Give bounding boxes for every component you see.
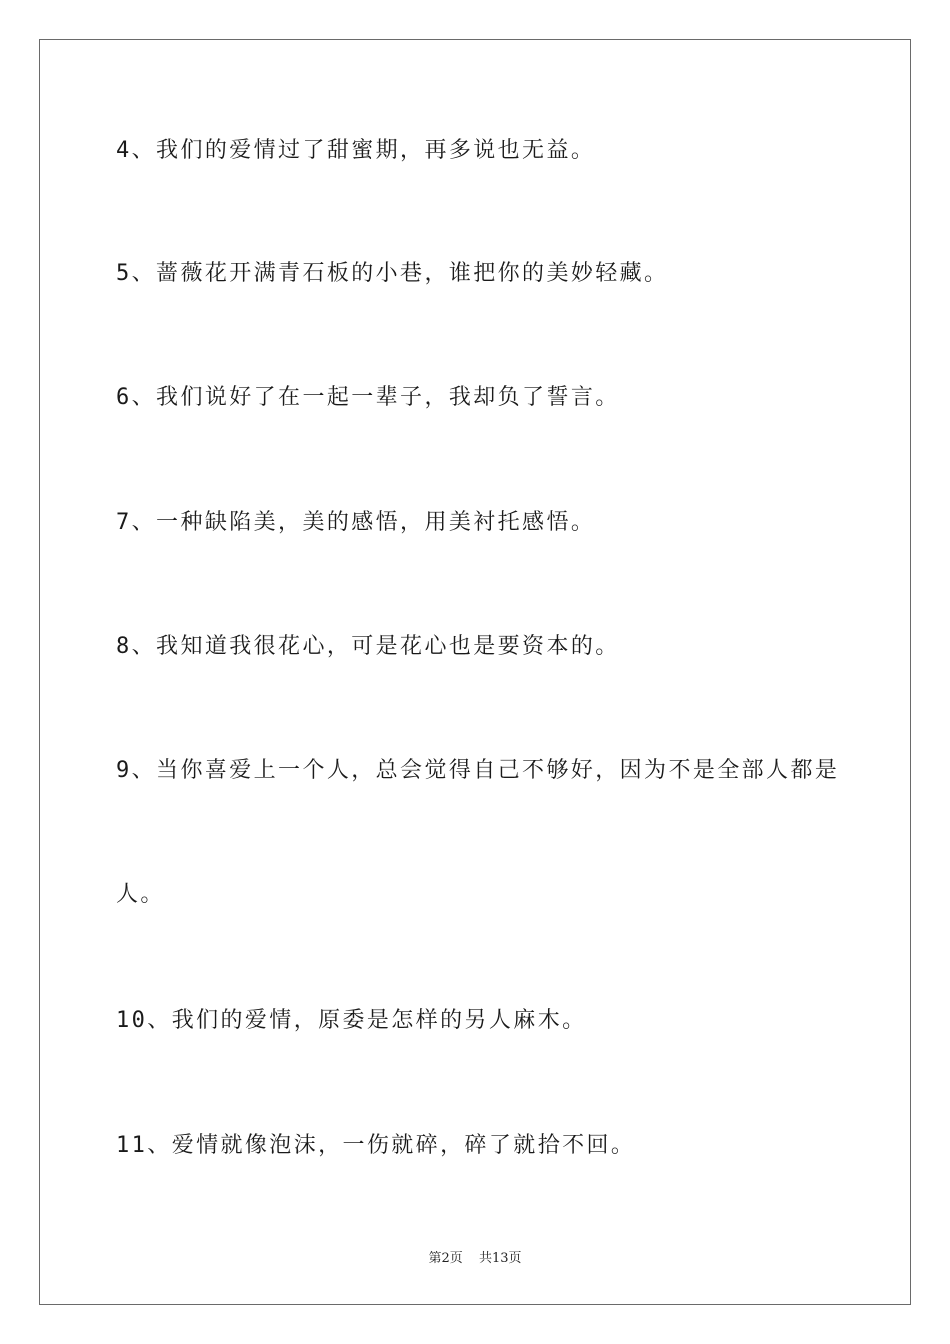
- text-line: 8、我知道我很花心，可是花心也是要资本的。: [116, 634, 620, 659]
- page-border: [39, 39, 911, 1305]
- text-line: 5、蔷薇花开满青石板的小巷，谁把你的美妙轻藏。: [116, 261, 669, 286]
- page-number: 第2页: [428, 1251, 463, 1266]
- text-line: 4、我们的爱情过了甜蜜期，再多说也无益。: [116, 138, 596, 163]
- page-total: 共13页: [478, 1251, 522, 1266]
- text-line: 6、我们说好了在一起一辈子，我却负了誓言。: [116, 385, 620, 410]
- page-footer: [0, 1247, 950, 1266]
- text-line: 人。: [116, 882, 165, 907]
- text-line: 11、爱情就像泡沫，一伤就碎，碎了就拾不回。: [116, 1133, 636, 1158]
- text-line: 10、我们的爱情，原委是怎样的另人麻木。: [116, 1008, 587, 1033]
- text-line: 9、当你喜爱上一个人，总会觉得自己不够好，因为不是全部人都是: [116, 758, 840, 783]
- text-line: 7、一种缺陷美，美的感悟，用美衬托感悟。: [116, 510, 596, 535]
